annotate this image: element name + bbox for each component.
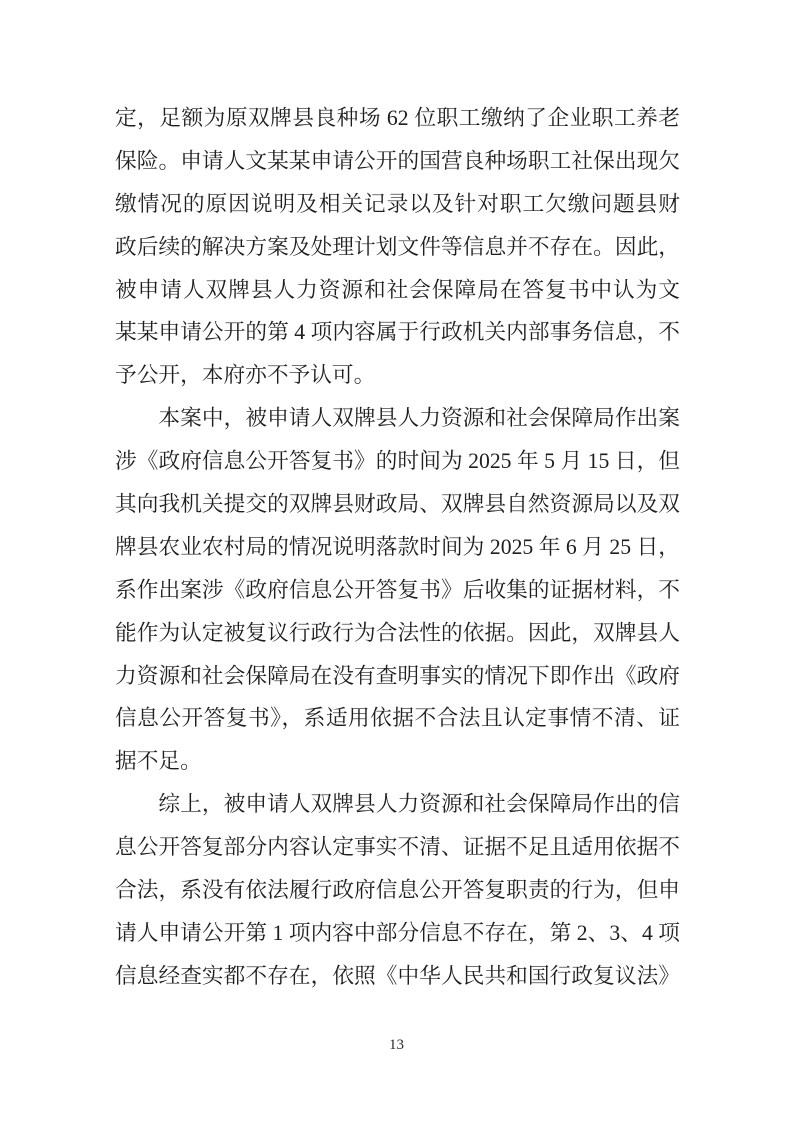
text-line: 某某申请公开的第 4 项内容属于行政机关内部事务信息，不 [115,320,680,345]
text-line: 合法，系没有依法履行政府信息公开答复职责的行为，但申 [115,878,680,903]
text-line: 缴情况的原因说明及相关记录以及针对职工欠缴问题县财 [115,191,680,216]
text-line: 被申请人双牌县人力资源和社会保障局在答复书中认为文 [115,277,680,302]
text-line: 信息经查实都不存在，依照《中华人民共和国行政复议法》 [115,963,680,988]
text-line: 力资源和社会保障局在没有查明事实的情况下即作出《政府 [115,663,680,688]
text-line: 综上，被申请人双牌县人力资源和社会保障局作出的信 [158,792,680,817]
text-line: 请人申请公开第 1 项内容中部分信息不存在，第 2、3、4 项 [115,920,680,945]
paragraph [115,783,680,997]
text-line: 息公开答复部分内容认定事实不清、证据不足且适用依据不 [115,835,680,860]
text-line: 牌县农业农村局的情况说明落款时间为 2025 年 6 月 25 日， [115,534,680,559]
text-line: 系作出案涉《政府信息公开答复书》后收集的证据材料，不 [115,577,680,602]
paragraph [115,97,680,397]
text-line: 信息公开答复书》，系适用依据不合法且认定事情不清、证 [115,706,680,731]
text-line: 据不足。 [115,749,202,774]
text-line: 政后续的解决方案及处理计划文件等信息并不存在。因此， [115,234,680,259]
text-content [115,97,680,998]
text-line: 本案中，被申请人双牌县人力资源和社会保障局作出案 [158,406,680,431]
text-line: 其向我机关提交的双牌县财政局、双牌县自然资源局以及双 [115,492,680,517]
page-number: 13 [389,1037,404,1053]
text-line: 予公开，本府亦不予认可。 [115,363,376,388]
text-line: 定，足额为原双牌县良种场 62 位职工缴纳了企业职工养老 [115,106,680,130]
text-line: 涉《政府信息公开答复书》的时间为 2025 年 5 月 15 日，但 [115,449,680,474]
text-line: 能作为认定被复议行政行为合法性的依据。因此，双牌县人 [115,620,680,645]
text-line: 保险。申请人文某某申请公开的国营良种场职工社保出现欠 [115,148,680,173]
paragraph [115,397,680,783]
